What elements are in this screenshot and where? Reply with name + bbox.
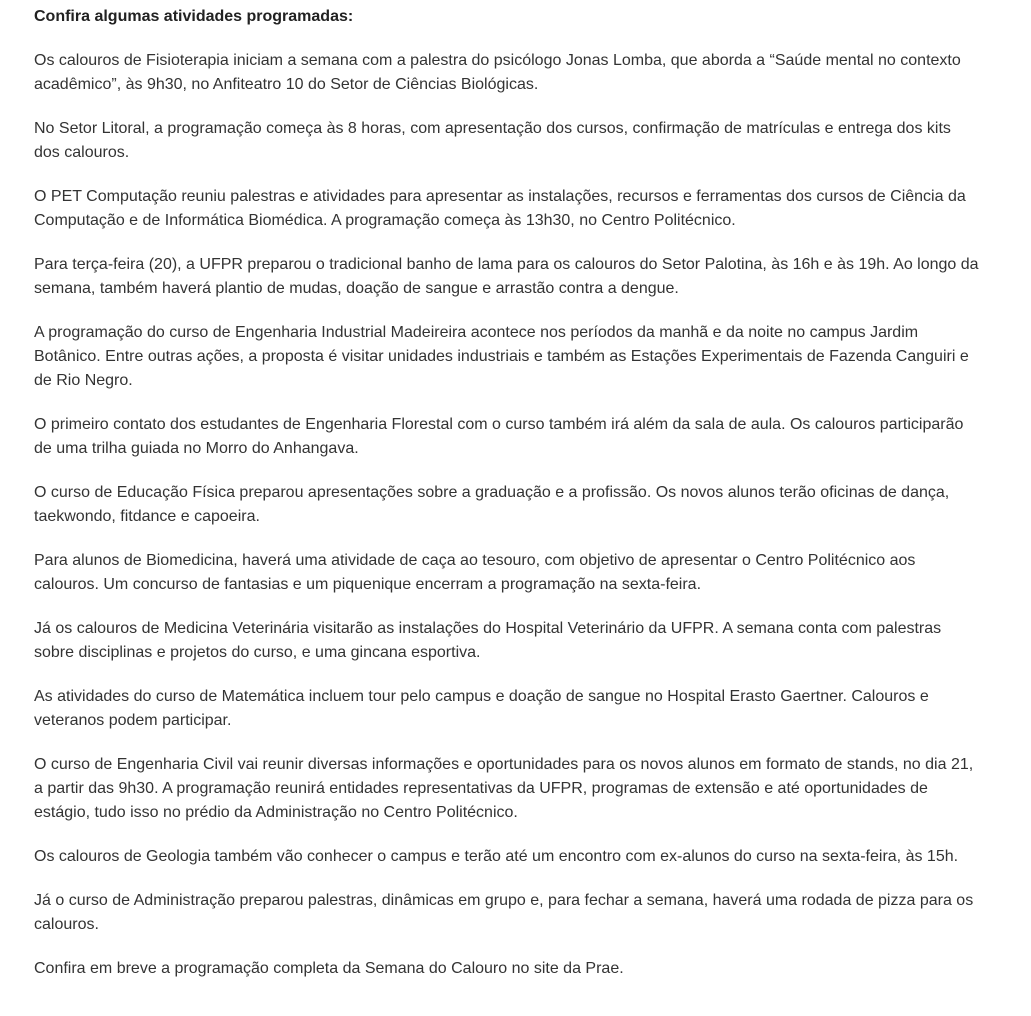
paragraph-setor-litoral: No Setor Litoral, a programação começa às 8 horas, com apresentação dos cursos, confirmação de matrículas e entrega dos kits dos calouros.	[34, 120, 951, 161]
paragraph-engenharia-civil: O curso de Engenharia Civil vai reunir diversas informações e oportunidades para os novos alunos em formato de stands, no dia 21, a partir das 9h30. A programação reunirá entidades representativas da UFPR, programas de extensão e até oportunidades de estágio, tudo isso no prédio da Administração no Centro Politécnico.	[34, 756, 974, 821]
paragraph-closing: Confira em breve a programação completa da Semana do Calouro no site da Prae.	[34, 960, 624, 977]
paragraph-engenharia-madeireira: A programação do curso de Engenharia Industrial Madeireira acontece nos períodos da manhã e da noite no campus Jardim Botânico. Entre outras ações, a proposta é visitar unidades industriais e também as Estações Experimentais de Fazenda Canguiri e de Rio Negro.	[34, 324, 969, 389]
paragraph-geologia: Os calouros de Geologia também vão conhecer o campus e terão até um encontro com ex-alunos do curso na sexta-feira, às 15h.	[34, 848, 959, 865]
paragraph-setor-palotina: Para terça-feira (20), a UFPR preparou o tradicional banho de lama para os calouros do Setor Palotina, às 16h e às 19h. Ao longo da semana, também haverá plantio de mudas, doação de sangue e arrastão contra a dengue.	[34, 256, 979, 297]
section-heading: Confira algumas atividades programadas:	[34, 8, 354, 25]
paragraph-fisioterapia: Os calouros de Fisioterapia iniciam a semana com a palestra do psicólogo Jonas Lomba, que aborda a “Saúde mental no contexto acadêmico”, às 9h30, no Anfiteatro 10 do Setor de Ciências Biológicas.	[34, 52, 961, 93]
paragraph-engenharia-florestal: O primeiro contato dos estudantes de Engenharia Florestal com o curso também irá além da sala de aula. Os calouros participarão de uma trilha guiada no Morro do Anhangava.	[34, 416, 964, 457]
paragraph-medicina-veterinaria: Já os calouros de Medicina Veterinária visitarão as instalações do Hospital Veterinário da UFPR. A semana conta com palestras sobre disciplinas e projetos do curso, e uma gincana esportiva.	[34, 620, 942, 661]
paragraph-educacao-fisica: O curso de Educação Física preparou apresentações sobre a graduação e a profissão. Os novos alunos terão oficinas de dança, taekwondo, fitdance e capoeira.	[34, 484, 950, 525]
article-body	[34, 5, 979, 1001]
paragraph-matematica: As atividades do curso de Matemática incluem tour pelo campus e doação de sangue no Hospital Erasto Gaertner. Calouros e veteranos podem participar.	[34, 688, 929, 729]
paragraph-administracao: Já o curso de Administração preparou palestras, dinâmicas em grupo e, para fechar a semana, haverá uma rodada de pizza para os calouros.	[34, 892, 974, 933]
paragraph-pet-computacao: O PET Computação reuniu palestras e atividades para apresentar as instalações, recursos e ferramentas dos cursos de Ciência da Computação e de Informática Biomédica. A programação começa às 13h30, no Centro Politécnico.	[34, 188, 966, 229]
paragraph-biomedicina: Para alunos de Biomedicina, haverá uma atividade de caça ao tesouro, com objetivo de apresentar o Centro Politécnico aos calouros. Um concurso de fantasias e um piquenique encerram a programação na sexta-feira.	[34, 552, 916, 593]
